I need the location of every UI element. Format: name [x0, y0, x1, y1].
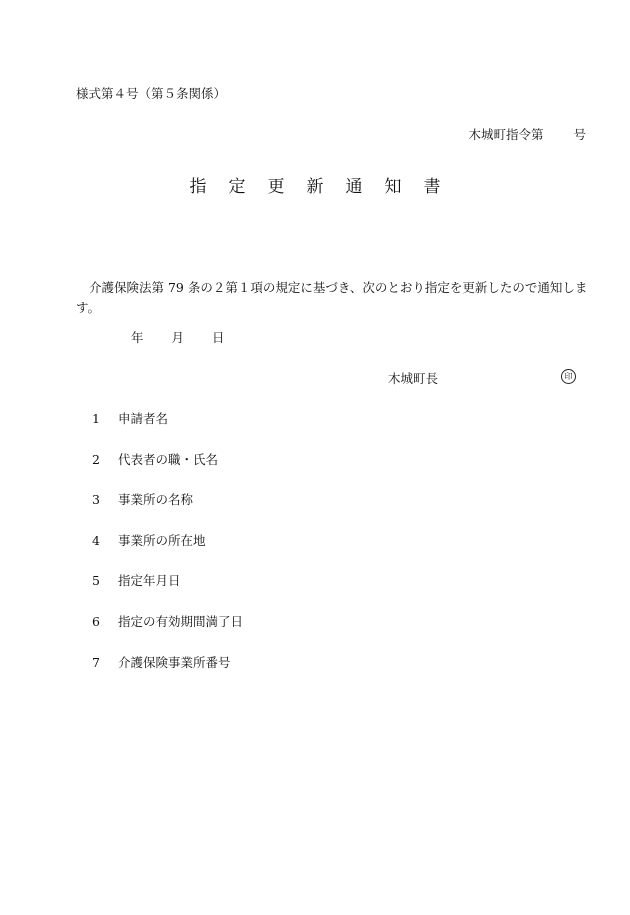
item-label: 事業所の所在地 [118, 533, 206, 548]
item-number: 6 [92, 614, 100, 629]
item-number: 1 [92, 411, 100, 426]
item-number: 4 [92, 533, 100, 548]
list-item [92, 450, 218, 468]
year-label: 年 [131, 330, 144, 345]
document-title: 指定更新通知書 [189, 177, 463, 197]
item-label: 代表者の職・氏名 [118, 452, 219, 467]
document-number-suffix: 号 [573, 127, 586, 142]
item-number: 2 [92, 452, 100, 467]
mayor-title: 木城町長 [388, 371, 439, 386]
date-line [131, 328, 225, 346]
document-number-prefix: 木城町指令第 [468, 127, 544, 142]
list-item [92, 409, 168, 427]
list-item [92, 490, 193, 508]
item-label: 申請者名 [118, 411, 169, 426]
form-number: 様式第４号（第５条関係） [76, 86, 227, 101]
document-number [468, 125, 586, 143]
item-number: 7 [92, 655, 100, 670]
item-label: 事業所の名称 [118, 492, 194, 507]
list-item [92, 612, 243, 630]
item-label: 介護保険事業所番号 [118, 655, 231, 670]
item-number: 3 [92, 492, 100, 507]
month-label: 月 [171, 330, 185, 345]
seal-mark: 印 [561, 369, 576, 384]
list-item [92, 571, 181, 589]
list-item [92, 653, 231, 671]
body-text: 介護保険法第 79 条の２第１項の規定に基づき、次のとおり指定を更新したので通知します。 [76, 279, 588, 315]
list-item [92, 531, 206, 549]
day-label: 日 [212, 330, 225, 345]
item-label: 指定の有効期間満了日 [118, 614, 244, 629]
item-number: 5 [92, 573, 100, 588]
item-label: 指定年月日 [118, 573, 181, 588]
